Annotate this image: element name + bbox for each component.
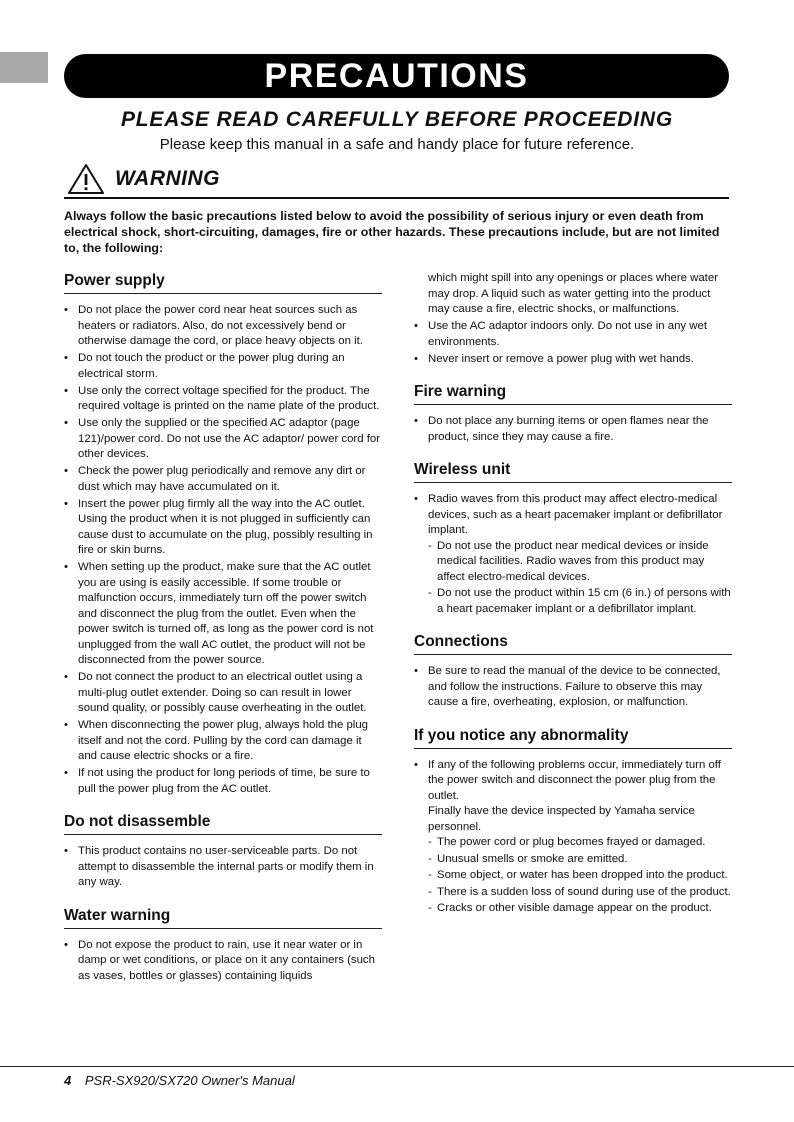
page-number: 4 — [64, 1073, 72, 1088]
section-title-abnormality: If you notice any abnormality — [414, 726, 732, 749]
list-item: • Never insert or remove a power plug with wet hands. — [414, 352, 732, 368]
list-item: • Use only the correct voltage specified for the product. The required voltage is printed on the name plate of the product. — [64, 384, 382, 415]
section-title-do-not-disassemble: Do not disassemble — [64, 812, 382, 835]
fire-warning-section — [414, 382, 732, 445]
list-item: • When setting up the product, make sure that the AC outlet you are using is easily accessible. If some trouble or malfunction occurs, immediately turn off the power switch and disconnect the plug from the outlet. Even when the power switch is turned off, as long as the power cord is not unplugged from the wall AC outlet, the product will not be disconnected from the power source. — [64, 560, 382, 669]
sub-list-item: - There is a sudden loss of sound during use of the product. — [428, 885, 732, 901]
wireless-sublist — [428, 539, 732, 618]
section-title-water-warning: Water warning — [64, 906, 382, 929]
connections-section — [414, 632, 732, 711]
section-title-connections: Connections — [414, 632, 732, 655]
page-title-bar — [64, 54, 729, 98]
list-item: • Do not expose the product to rain, use it near water or in damp or wet conditions, or place on it any containers (such as vases, bottles or glasses) containing liquids — [64, 938, 382, 985]
list-item-text-continued: Finally have the device inspected by Yamaha service personnel. — [428, 805, 695, 833]
power-supply-list — [64, 303, 382, 797]
list-item: • Do not touch the product or the power plug during an electrical storm. — [64, 351, 382, 382]
sub-list-item: - Unusual smells or smoke are emitted. — [428, 852, 732, 868]
list-item-text: • Radio waves from this product may affect electro-medical devices, such as a heart pacemaker implant or defibrillator implant. — [428, 493, 723, 536]
warning-label: WARNING — [115, 166, 220, 190]
section-title-power-supply: Power supply — [64, 271, 382, 294]
footer-rule — [0, 1066, 794, 1067]
chapter-edge-tab — [0, 52, 48, 83]
power-supply-section — [64, 271, 382, 797]
keep-manual-note: Please keep this manual in a safe and handy place for future reference. — [159, 136, 635, 153]
page-footer — [64, 1073, 295, 1089]
left-column — [64, 271, 382, 999]
manual-name: PSR-SX920/SX720 Owner's Manual — [84, 1073, 295, 1088]
list-item: • Use only the supplied or the specified AC adaptor (page 121)/power cord. Do not use the AC adaptor/ power cord for other devices. — [64, 416, 382, 463]
list-item: • Insert the power plug firmly all the way into the AC outlet. Using the product when it is not plugged in sufficiently can cause dust to accumulate on the plug, possibly resulting in fire or skin burns. — [64, 497, 382, 559]
water-warning-list-continued — [414, 319, 732, 367]
list-item: • This product contains no user-serviceable parts. Do not attempt to disassemble the internal parts or modify them in any way. — [64, 844, 382, 891]
list-item — [414, 758, 732, 917]
water-warning-continued-text: which might spill into any openings or places where water may drop. A liquid such as water getting into the product may cause a fire, electric shocks, or malfunctions. — [428, 272, 718, 315]
sub-list-item: - The power cord or plug becomes frayed or damaged. — [428, 835, 732, 851]
right-column — [414, 271, 732, 932]
disassemble-list — [64, 844, 382, 891]
list-item-text: • If any of the following problems occur, immediately turn off the power switch and disconnect the power plug from the outlet. — [428, 758, 721, 802]
list-item: • When disconnecting the power plug, always hold the plug itself and not the cord. Pulling by the cord can damage it and cause electric shocks or a fire. — [64, 718, 382, 765]
wireless-unit-section — [414, 460, 732, 617]
abnormality-sublist — [428, 835, 732, 917]
warning-triangle-icon — [67, 163, 105, 195]
list-item: • Do not place the power cord near heat sources such as heaters or radiators. Also, do not excessively bend or otherwise damage the cord, or place heavy objects on it. — [64, 303, 382, 350]
list-item: • Check the power plug periodically and remove any dirt or dust which may have accumulated on it. — [64, 464, 382, 495]
list-item — [414, 492, 732, 617]
page-title: PRECAUTIONS — [264, 57, 529, 95]
list-item: • Use the AC adaptor indoors only. Do not use in any wet environments. — [414, 319, 732, 350]
warning-intro-text: Always follow the basic precautions listed below to avoid the possibility of serious injury or even death from electrical shock, short-circuiting, damages, fire or other hazards. These precautions include, but are not limited to, the following: — [64, 209, 720, 255]
list-item: • Do not place any burning items or open flames near the product, since they may cause a fire. — [414, 414, 732, 445]
water-warning-section — [64, 906, 382, 985]
fire-warning-list — [414, 414, 732, 445]
warning-heading — [64, 160, 729, 199]
list-item: • Be sure to read the manual of the device to be connected, and follow the instructions. Failure to observe this may cause a fire, overheating, explosion, or malfunction. — [414, 664, 732, 711]
connections-list — [414, 664, 732, 711]
sub-list-item: - Do not use the product within 15 cm (6 in.) of persons with a heart pacemaker implant or a defibrillator implant. — [428, 586, 732, 617]
sub-list-item: - Do not use the product near medical devices or inside medical facilities. Radio waves from this product may affect electro-medical devices. — [428, 539, 732, 586]
sub-list-item: - Some object, or water has been dropped into the product. — [428, 868, 732, 884]
abnormality-list — [414, 758, 732, 917]
abnormality-section — [414, 726, 732, 917]
wireless-unit-list — [414, 492, 732, 617]
water-warning-continued — [414, 271, 732, 367]
do-not-disassemble-section — [64, 812, 382, 891]
sub-list-item: - Cracks or other visible damage appear on the product. — [428, 901, 732, 917]
read-carefully-subtitle: PLEASE READ CAREFULLY BEFORE PROCEEDING — [121, 108, 673, 131]
water-warning-list — [64, 938, 382, 985]
list-item: • If not using the product for long periods of time, be sure to pull the power plug from the AC outlet. — [64, 766, 382, 797]
section-title-fire-warning: Fire warning — [414, 382, 732, 405]
list-item: • Do not connect the product to an electrical outlet using a multi-plug outlet extender. Doing so can result in lower sound quality, or possibly cause overheating in the outlet. — [64, 670, 382, 717]
section-title-wireless-unit: Wireless unit — [414, 460, 732, 483]
